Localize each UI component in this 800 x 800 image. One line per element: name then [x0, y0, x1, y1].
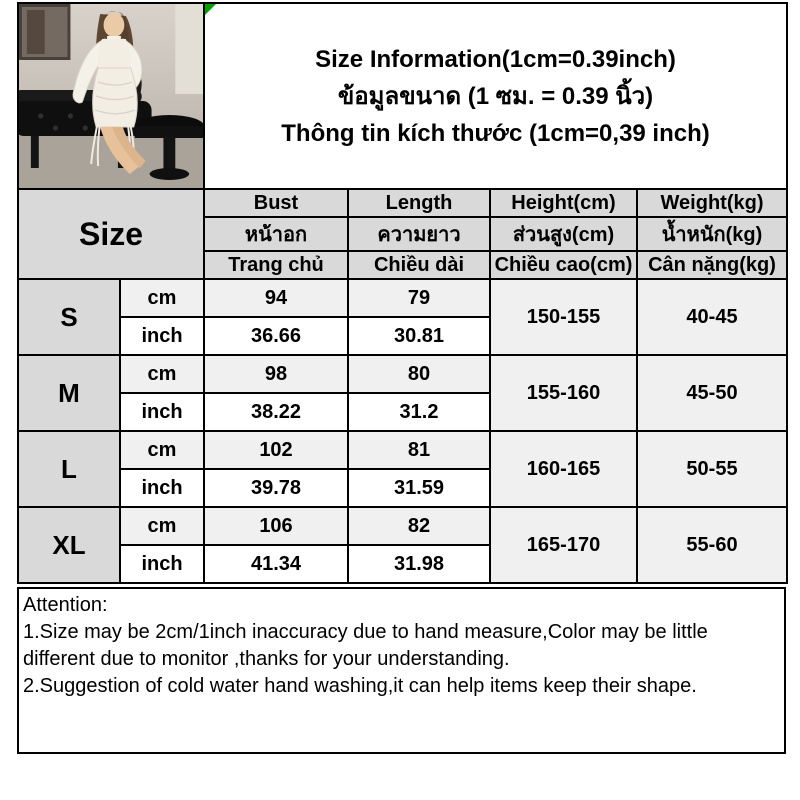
size-label-l: L: [18, 431, 120, 507]
table-row-s-cm: [18, 279, 787, 317]
unit-label-inch: inch: [120, 469, 204, 507]
col-header-height-vi: Chiều cao(cm): [490, 251, 637, 279]
col-header-bust-th: หน้าอก: [204, 217, 348, 251]
product-photo-cell: [18, 3, 204, 189]
col-header-weight-th: น้ำหนัก(kg): [637, 217, 787, 251]
bust-inch-s: 36.66: [204, 317, 348, 355]
title-english: Size Information(1cm=0.39inch): [315, 45, 676, 73]
size-label-m: M: [18, 355, 120, 431]
title-thai: ข้อมูลขนาด (1 ซม. = 0.39 นิ้ว): [337, 82, 654, 110]
size-header-cell: Size: [18, 189, 204, 279]
col-header-length-th: ความยาว: [348, 217, 490, 251]
title-vietnamese: Thông tin kích thước (1cm=0,39 inch): [281, 119, 710, 147]
product-photo: [19, 4, 203, 188]
col-header-height-th: ส่วนสูง(cm): [490, 217, 637, 251]
unit-label-cm: cm: [120, 279, 204, 317]
attention-heading: Attention:: [23, 594, 108, 616]
table-row-m-cm: [18, 355, 787, 393]
bust-inch-xl: 41.34: [204, 545, 348, 583]
col-header-length-vi: Chiều dài: [348, 251, 490, 279]
length-inch-l: 31.59: [348, 469, 490, 507]
weight-l: 50-55: [637, 431, 787, 507]
bust-cm-xl: 106: [204, 507, 348, 545]
table-row-xl-cm: [18, 507, 787, 545]
weight-s: 40-45: [637, 279, 787, 355]
unit-label-inch: inch: [120, 545, 204, 583]
media-row: [18, 3, 787, 189]
weight-xl: 55-60: [637, 507, 787, 583]
size-table: [17, 2, 788, 584]
size-chart-sheet: [17, 2, 786, 754]
bust-inch-l: 39.78: [204, 469, 348, 507]
bust-cm-m: 98: [204, 355, 348, 393]
col-header-bust-en: Bust: [204, 189, 348, 217]
col-header-height-en: Height(cm): [490, 189, 637, 217]
length-inch-m: 31.2: [348, 393, 490, 431]
col-header-length-en: Length: [348, 189, 490, 217]
bust-inch-m: 38.22: [204, 393, 348, 431]
bust-cm-s: 94: [204, 279, 348, 317]
height-m: 155-160: [490, 355, 637, 431]
length-cm-l: 81: [348, 431, 490, 469]
height-xl: 165-170: [490, 507, 637, 583]
length-cm-m: 80: [348, 355, 490, 393]
size-label-s: S: [18, 279, 120, 355]
attention-note-2: 2.Suggestion of cold water hand washing,it can help items keep their shape.: [23, 675, 697, 697]
attention-note-1: 1.Size may be 2cm/1inch inaccuracy due to hand measure,Color may be little different due to monitor ,thanks for your understanding.: [23, 621, 708, 670]
table-row-l-cm: [18, 431, 787, 469]
length-inch-xl: 31.98: [348, 545, 490, 583]
attention-box: [17, 587, 786, 754]
unit-label-cm: cm: [120, 431, 204, 469]
weight-m: 45-50: [637, 355, 787, 431]
col-header-weight-vi: Cân nặng(kg): [637, 251, 787, 279]
col-header-bust-vi: Trang chủ: [204, 251, 348, 279]
length-cm-xl: 82: [348, 507, 490, 545]
unit-label-cm: cm: [120, 507, 204, 545]
bust-cm-l: 102: [204, 431, 348, 469]
green-corner-marker-icon: [205, 4, 216, 15]
unit-label-inch: inch: [120, 393, 204, 431]
unit-label-cm: cm: [120, 355, 204, 393]
height-l: 160-165: [490, 431, 637, 507]
height-s: 150-155: [490, 279, 637, 355]
header-row-english: [18, 189, 787, 217]
col-header-weight-en: Weight(kg): [637, 189, 787, 217]
length-cm-s: 79: [348, 279, 490, 317]
length-inch-s: 30.81: [348, 317, 490, 355]
size-label-xl: XL: [18, 507, 120, 583]
title-cell: [204, 3, 787, 189]
unit-label-inch: inch: [120, 317, 204, 355]
